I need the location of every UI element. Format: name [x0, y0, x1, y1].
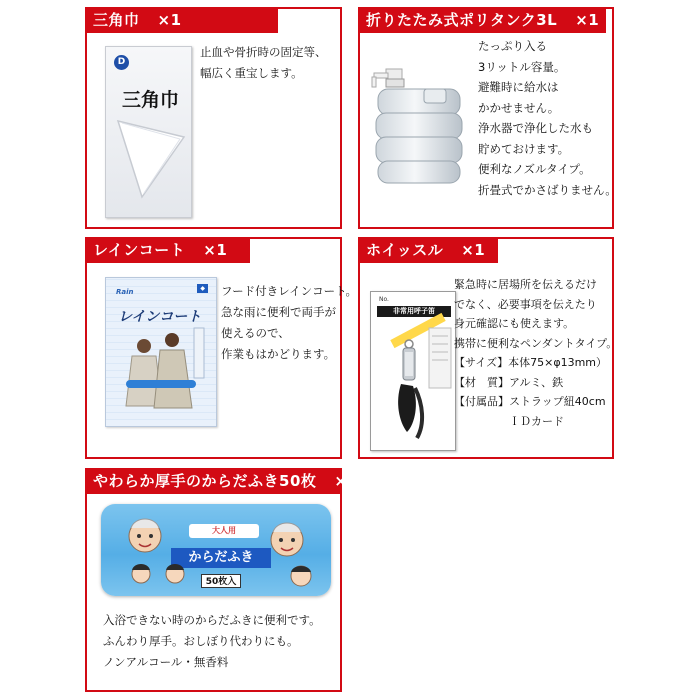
package-title: からだふき: [171, 548, 271, 568]
item-description: 緊急時に居場所を伝えるだけ でなく、必要事項を伝えたり 身元確認にも使えます。 携帯に便利なペンダントタイプ。 【サイズ】本体75×φ13mm） 【材 質】アルミ、鉄 【付属品】ストラップ紐40cm ＩＤカード: [454, 278, 618, 428]
item-name: ホイッスル: [366, 241, 444, 259]
item-card-body-wipes: [85, 468, 359, 692]
item-card-raincoat: [85, 237, 358, 459]
brand-logo-icon: D: [114, 55, 129, 70]
item-quantity: ×1: [157, 11, 182, 29]
people-in-raincoats-icon: [106, 278, 218, 428]
item-quantity: ×1: [461, 241, 486, 259]
package-title: 非常用呼子笛: [377, 306, 451, 317]
package-title: レインコート: [118, 309, 202, 325]
item-card-whistle: [358, 237, 618, 459]
whistle-icon: [371, 292, 457, 452]
item-card-water-tank: [358, 7, 617, 229]
item-quantity: ×1: [334, 472, 359, 490]
item-quantity: ×1: [203, 241, 228, 259]
item-header: [85, 237, 250, 263]
item-name: 折りたたみ式ポリタンク3L: [366, 11, 558, 29]
item-name: 三角巾: [93, 11, 140, 29]
package-count: 50枚入: [201, 574, 241, 588]
item-header: [85, 7, 278, 33]
item-description: フード付きレインコート。 急な雨に便利で両手が 使えるので、 作業もはかどります。: [221, 284, 358, 361]
package-title: 三角巾: [122, 89, 180, 111]
item-description: 止血や骨折時の固定等、 幅広く重宝します。: [200, 45, 327, 80]
water-tank-image: [368, 61, 468, 191]
triangle-bandage-image: [105, 46, 192, 218]
body-wipes-image: [101, 504, 331, 596]
triangle-cloth-icon: [106, 47, 193, 219]
item-header: [358, 237, 498, 263]
item-header: [358, 7, 606, 33]
item-description: たっぷり入る 3リットル容量。 避難時に給水は かかせません。 浄水器で浄化した水も 貯めておけます。 便利なノズルタイプ。 折畳式でかさばりません。: [478, 39, 617, 197]
item-description: 入浴できない時のからだふきに便利です。 ふんわり厚手。おしぼり代わりにも。 ノンアルコール・無香料: [103, 613, 321, 669]
item-header: [85, 468, 359, 494]
product-code: No.: [379, 296, 389, 303]
brand-logo-icon: Rain: [116, 288, 134, 296]
family-faces-icon: [101, 504, 331, 596]
package-strip: [126, 380, 196, 388]
item-name: やわらか厚手のからだふき50枚: [93, 472, 317, 490]
whistle-image: [370, 291, 456, 451]
raincoat-image: [105, 277, 217, 427]
item-card-triangle-bandage: [85, 7, 342, 229]
package-banner: 大人用: [189, 524, 259, 538]
badge-icon: ◆: [197, 284, 208, 293]
item-quantity: ×1: [575, 11, 600, 29]
item-name: レインコート: [93, 241, 186, 259]
